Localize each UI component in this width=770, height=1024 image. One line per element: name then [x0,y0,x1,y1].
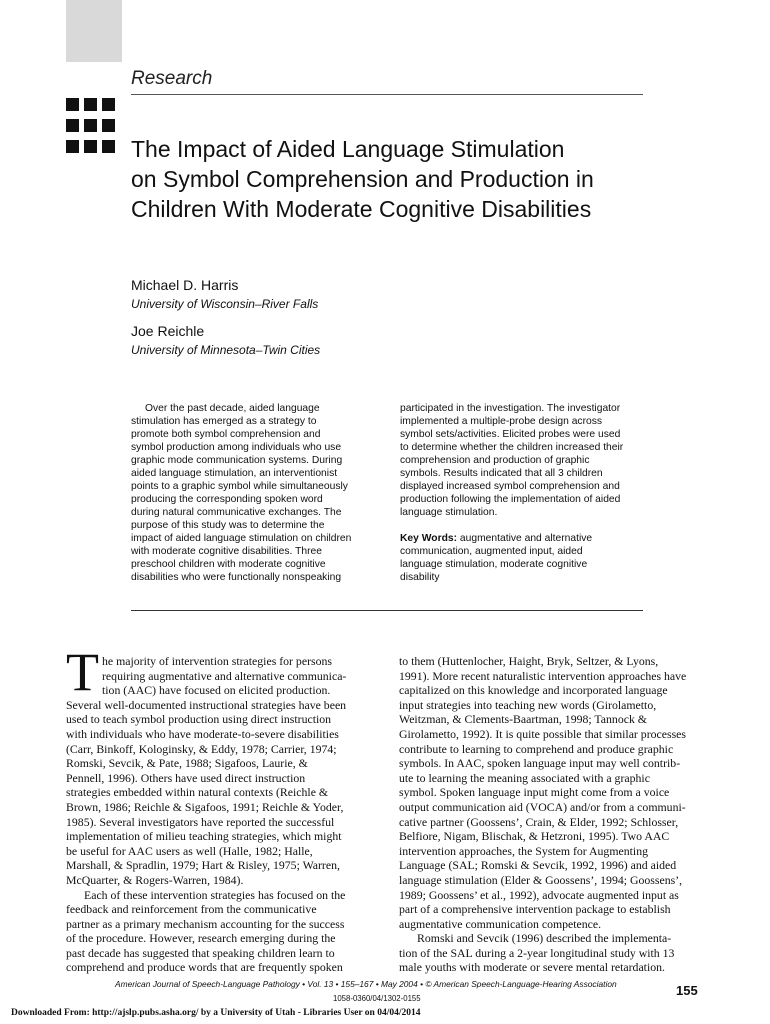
body-line: Pennell, 1996). Others have used direct instruction [66,770,306,785]
body-line: Girolametto, 1992). It is quite possible that similar processes [399,726,687,741]
abstract-line: during natural communicative exchanges. The [131,507,342,518]
body-line: used to teach symbol production using direct instruction [66,712,332,727]
download-notice-link[interactable]: Downloaded From: http://ajslp.pubs.asha.org/ by a University of Utah - Libraries User on 04/04/2014 [11,1008,421,1018]
body-line: output communication aid (VOCA) and/or from a communi- [399,799,686,814]
body-line: 1985). Several investigators have reported the successful [66,814,335,829]
body-line: 1991). More recent naturalistic intervention approaches have [399,668,687,683]
body-line: 1989; Goossens’ et al., 1992), advocate augmented input as [399,887,679,902]
abstract-line: Over the past decade, aided language [145,403,320,414]
body-line: tion (AAC) have focused on elicited production. [102,683,331,698]
body-line: Language (SAL; Romski & Sevcik, 1992, 1996) and aided [399,858,677,873]
body-line: comprehend and produce words that are frequently spoken [66,960,343,975]
body-line: feedback and reinforcement from the communicative [66,902,317,917]
body-line: input strategies into teaching new words (Girolametto, [399,697,657,712]
body-line: augmentative communication competence. [399,916,602,931]
body-line: past decade has suggested that speaking children learn to [66,945,335,960]
body-right-column [399,654,699,975]
body-line: (Carr, Binkoff, Kologinsky, & Eddy, 1978; Carrier, 1974; [66,741,337,756]
abstract-line: impact of aided language stimulation on children [131,533,352,544]
abstract-right-column [400,402,645,584]
abstract-line: displayed increased symbol comprehension and [400,481,620,492]
body-line: requiring augmentative and alternative communica- [102,668,347,683]
abstract-line: implemented a multiple-probe design across [400,416,603,427]
body-line: be useful for AAC users as well (Halle, 1982; Halle, [66,843,313,858]
title-line: The Impact of Aided Language Stimulation [131,136,565,162]
abstract-line: symbol production among individuals who use [131,442,342,453]
abstract-line: promote both symbol comprehension and [131,429,321,440]
title-line: Children With Moderate Cognitive Disabilities [131,196,592,222]
body-line: Romski, Sevcik, & Pate, 1988; Sigafoos, Laurie, & [66,756,308,771]
body-line: symbols. In AAC, spoken language input may well contrib- [399,756,681,771]
article-title [131,134,661,224]
keywords-line: communication, augmented input, aided [400,546,583,557]
abstract-line: aided language stimulation, an interventionist [131,468,338,479]
body-line: with individuals who have moderate-to-severe disabilities [66,726,339,741]
abstract-line: disabilities who were functionally nonspeaking [131,572,342,583]
body-line: implementation of milieu teaching strategies, which might [66,829,342,844]
body-line: he majority of intervention strategies for persons [102,654,332,668]
body-line: Marshall, & Spradlin, 1979; Hart & Risley, 1975; Warren, [66,858,340,873]
section-divider [131,610,643,611]
abstract-line: stimulation has emerged as a strategy to [131,416,317,427]
abstract-line: language stimulation. [400,507,498,518]
body-line: capitalized on this knowledge and incorporated language [399,683,668,698]
body-line: tion of the SAL during a 2-year longitudinal study with 13 [399,945,675,960]
title-line: on Symbol Comprehension and Production in [131,166,594,192]
author-name: Joe Reichle [131,323,205,339]
abstract-line: to determine whether the children increased their [400,442,624,453]
body-line: Romski and Sevcik (1996) described the implementa- [417,931,672,946]
abstract-line: preschool children with moderate cognitive [131,559,326,570]
body-line: part of a comprehensive intervention package to establish [399,902,671,917]
header-rule [131,94,643,95]
abstract-line: graphic mode communication systems. During [131,455,343,466]
page-number: 155 [676,983,698,998]
abstract-line: participated in the investigation. The investigator [400,403,621,414]
body-line: contribute to learning to comprehend and produce graphic [399,741,674,756]
body-line: Belfiore, Nigam, Blischak, & Hetzroni, 1995). Two AAC [399,829,670,844]
body-line: Brown, 1986; Reichle & Sigafoos, 1991; Reichle & Yoder, [66,799,344,814]
body-line: symbol. Spoken language input might come from a voice [399,785,670,800]
body-line: cative partner (Goossens’, Crain, & Elder, 1992; Schlosser, [399,814,679,829]
keywords-line: disability [400,572,440,583]
body-line: ute to learning the meaning associated with a graphic [399,770,650,785]
keywords-text: augmentative and alternative [459,533,593,544]
author-affiliation: University of Minnesota–Twin Cities [131,343,321,357]
keywords-line [400,532,645,545]
abstract-line: points to a graphic symbol while simultaneously [131,481,348,492]
author-affiliation: University of Wisconsin–River Falls [131,297,319,311]
body-line: McQuarter, & Rogers-Warren, 1984). [66,872,244,887]
drop-cap: T [66,642,99,702]
body-line: language stimulation (Elder & Goossens’, 1994; Goossens’, [399,872,683,887]
body-line: Several well-documented instructional strategies have been [66,697,347,712]
issn-footer: 1058-0360/04/1302-0155 [333,994,421,1003]
body-line: partner as a primary mechanism accounting for the success [66,916,345,931]
abstract-left-column [131,402,376,584]
body-line: male youths with moderate or severe mental retardation. [399,960,665,975]
body-line: to them (Huttenlocher, Haight, Bryk, Seltzer, & Lyons, [399,654,659,668]
abstract-line: with moderate cognitive disabilities. Three [131,546,322,557]
abstract-line: production following the implementation of aided [400,494,621,505]
journal-footer: American Journal of Speech-Language Pathology • Vol. 13 • 155–167 • May 2004 • © American Speech-Language-Hearing Association [115,979,617,989]
body-line: Weitzman, & Clements-Baartman, 1998; Tannock & [399,712,647,727]
keywords-line: language stimulation, moderate cognitive [400,559,588,570]
section-label: Research [131,68,213,89]
abstract-line: producing the corresponding spoken word [131,494,323,505]
body-line: intervention approaches, the System for Augmenting [399,843,648,858]
header-gray-block [66,0,122,62]
keywords-label: Key Words: [400,533,458,544]
body-line: strategies embedded within natural contexts (Reichle & [66,785,329,800]
body-line: of the procedure. However, research emerging during the [66,931,336,946]
abstract-line: symbol sets/activities. Elicited probes were used [400,429,621,440]
author-name: Michael D. Harris [131,277,239,293]
abstract-line: symbols. Results indicated that all 3 children [400,468,603,479]
body-line: Each of these intervention strategies has focused on the [84,887,346,902]
body-left-column [66,654,366,975]
abstract-line: purpose of this study was to determine the [131,520,325,531]
abstract-line: comprehension and production of graphic [400,455,590,466]
